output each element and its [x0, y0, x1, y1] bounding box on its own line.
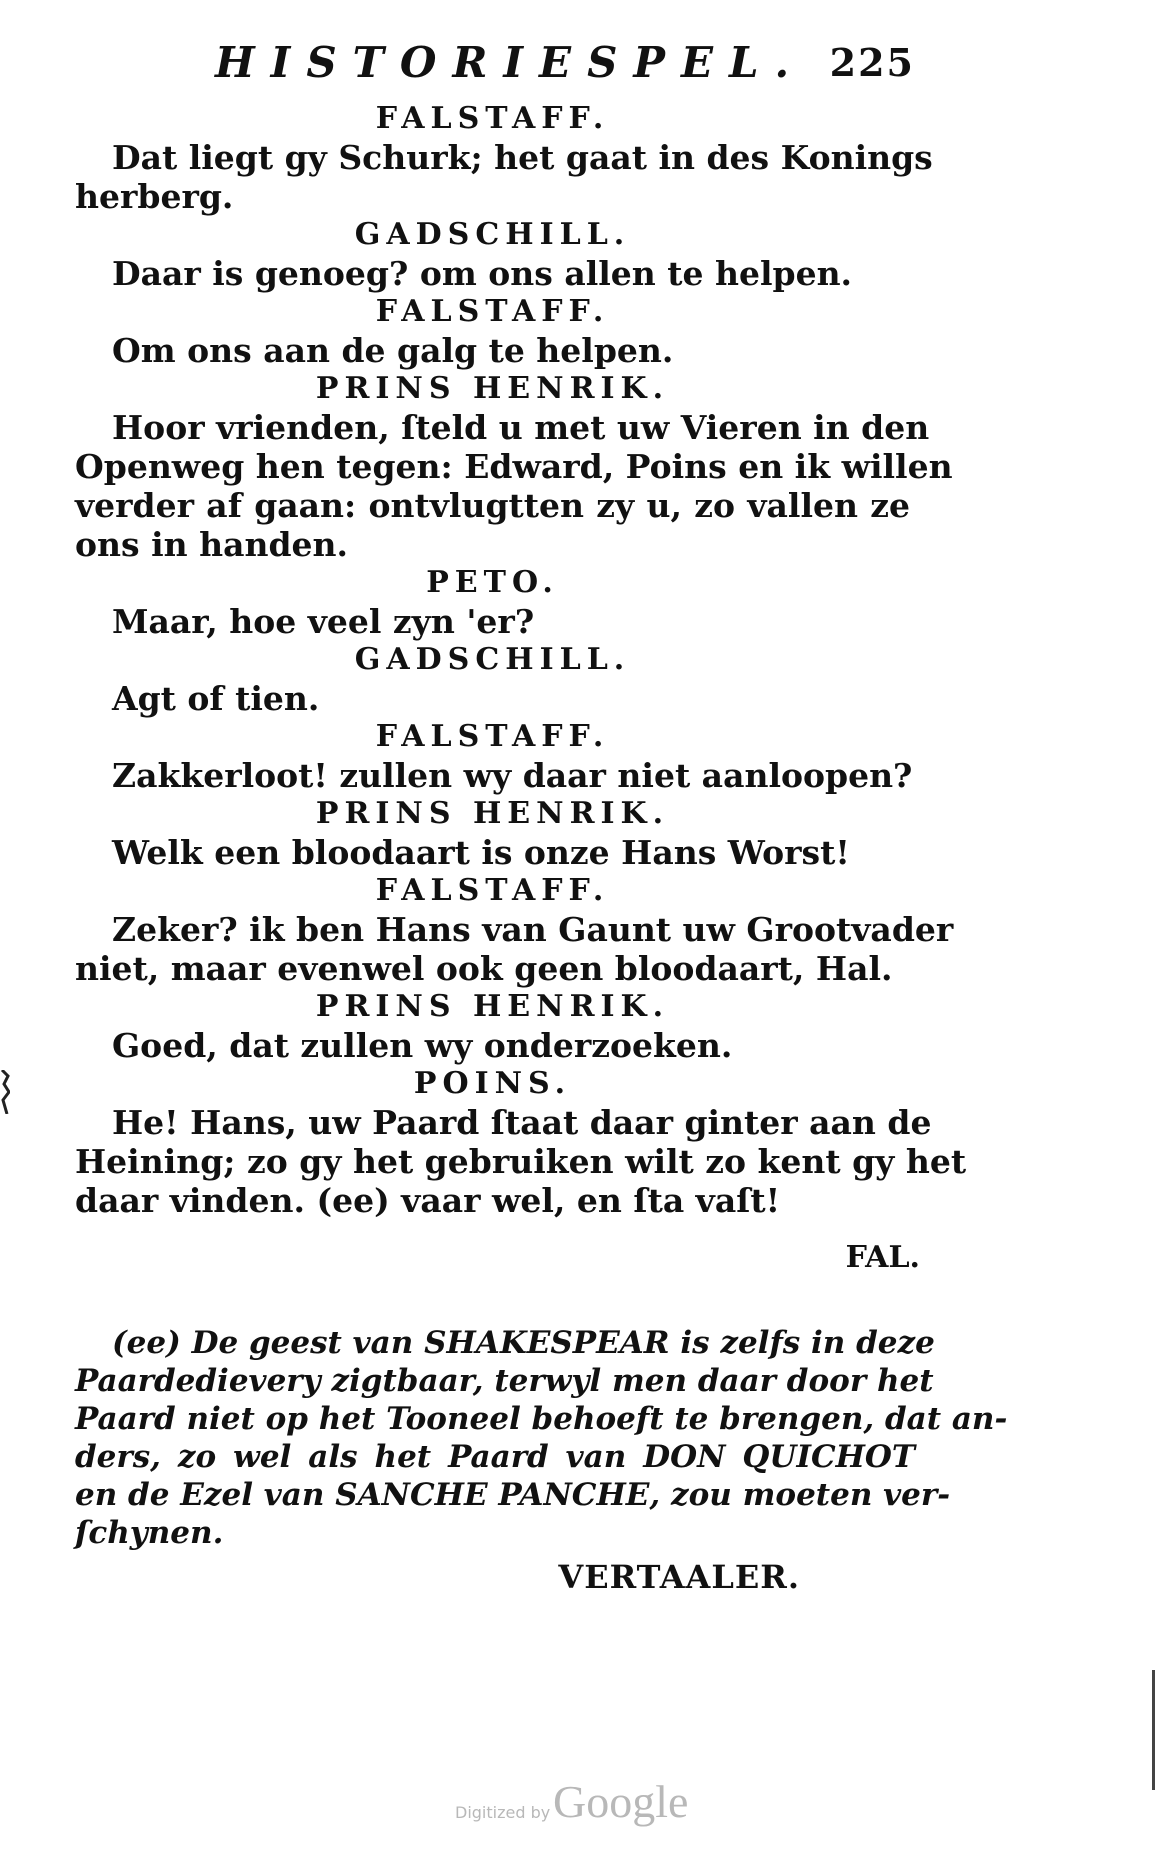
catchword: FAL.	[845, 1240, 920, 1275]
page-number: 225	[829, 40, 915, 85]
speaker-name: POINS.	[413, 1066, 572, 1101]
dialogue-line: Om ons aan de galg te helpen.	[112, 331, 674, 370]
dialogue-line: Openweg hen tegen: Edward, Poins en ik willen	[75, 447, 953, 486]
speaker-name: PRINS HENRIK.	[315, 796, 670, 831]
footnote-line: ders, zo wel als het Paard van DON QUICHOT	[75, 1439, 915, 1475]
dialogue-line: Dat liegt gy Schurk; het gaat in des Konings	[112, 138, 933, 177]
translator-signature: VERTAALER.	[558, 1558, 800, 1596]
speaker-name: PETO.	[426, 565, 559, 600]
dialogue-line: Zakkerloot! zullen wy daar niet aanloopen?	[112, 756, 913, 795]
footnote-line: Paard niet op het Tooneel behoeft te brengen, dat an-	[75, 1401, 1008, 1437]
footnote	[75, 1324, 1008, 1552]
speaker-name: FALSTAFF.	[375, 719, 610, 754]
dialogue-line: niet, maar evenwel ook geen bloodaart, Hal.	[75, 949, 893, 988]
play-dialogue	[75, 100, 967, 1220]
dialogue-line: Daar is genoeg? om ons allen te helpen.	[112, 254, 853, 293]
page-edge-rule	[1152, 1670, 1155, 1790]
dialogue-line: daar vinden. (ee) vaar wel, en ſta vaſt!	[75, 1181, 781, 1220]
digitized-prefix: Digitized by	[455, 1803, 551, 1822]
footnote-line: en de Ezel van SANCHE PANCHE, zou moeten ver-	[75, 1477, 951, 1513]
speaker-name: PRINS HENRIK.	[315, 371, 670, 406]
footnote-line: ſchynen.	[75, 1515, 224, 1551]
speaker-name: PRINS HENRIK.	[315, 989, 670, 1024]
dialogue-line: Maar, hoe veel zyn 'er?	[112, 602, 535, 641]
dialogue-line: herberg.	[75, 177, 234, 216]
digitized-watermark	[455, 1775, 695, 1835]
speaker-name: FALSTAFF.	[375, 873, 610, 908]
dialogue-line: Heining; zo gy het gebruiken wilt zo kent gy het	[75, 1142, 967, 1181]
dialogue-line: Zeker? ik ben Hans van Gaunt uw Grootvader	[112, 910, 954, 949]
footnote-line: (ee) De geest van SHAKESPEAR is zelfs in deze	[112, 1325, 935, 1361]
dialogue-line: Agt of tien.	[112, 679, 320, 718]
running-head	[215, 38, 915, 90]
page-edge-mark	[0, 1070, 10, 1114]
dialogue-line: verder af gaan: ontvlugtten zy u, zo vallen ze	[75, 486, 910, 525]
speaker-name: GADSCHILL.	[354, 642, 631, 677]
speaker-name: FALSTAFF.	[375, 101, 610, 136]
dialogue-line: Goed, dat zullen wy onderzoeken.	[112, 1026, 733, 1065]
dialogue-line: He! Hans, uw Paard ſtaat daar ginter aan de	[112, 1103, 932, 1142]
dialogue-line: Hoor vrienden, ſteld u met uw Vieren in den	[112, 408, 930, 447]
running-title: HISTORIESPEL.	[215, 38, 806, 87]
dialogue-line: ons in handen.	[75, 525, 349, 564]
dialogue-line: Welk een bloodaart is onze Hans Worst!	[112, 833, 850, 872]
speaker-name: FALSTAFF.	[375, 294, 610, 329]
google-logo: Google	[553, 1776, 689, 1827]
footnote-line: Paardedievery zigtbaar, terwyl men daar door het	[75, 1363, 934, 1399]
speaker-name: GADSCHILL.	[354, 217, 631, 252]
